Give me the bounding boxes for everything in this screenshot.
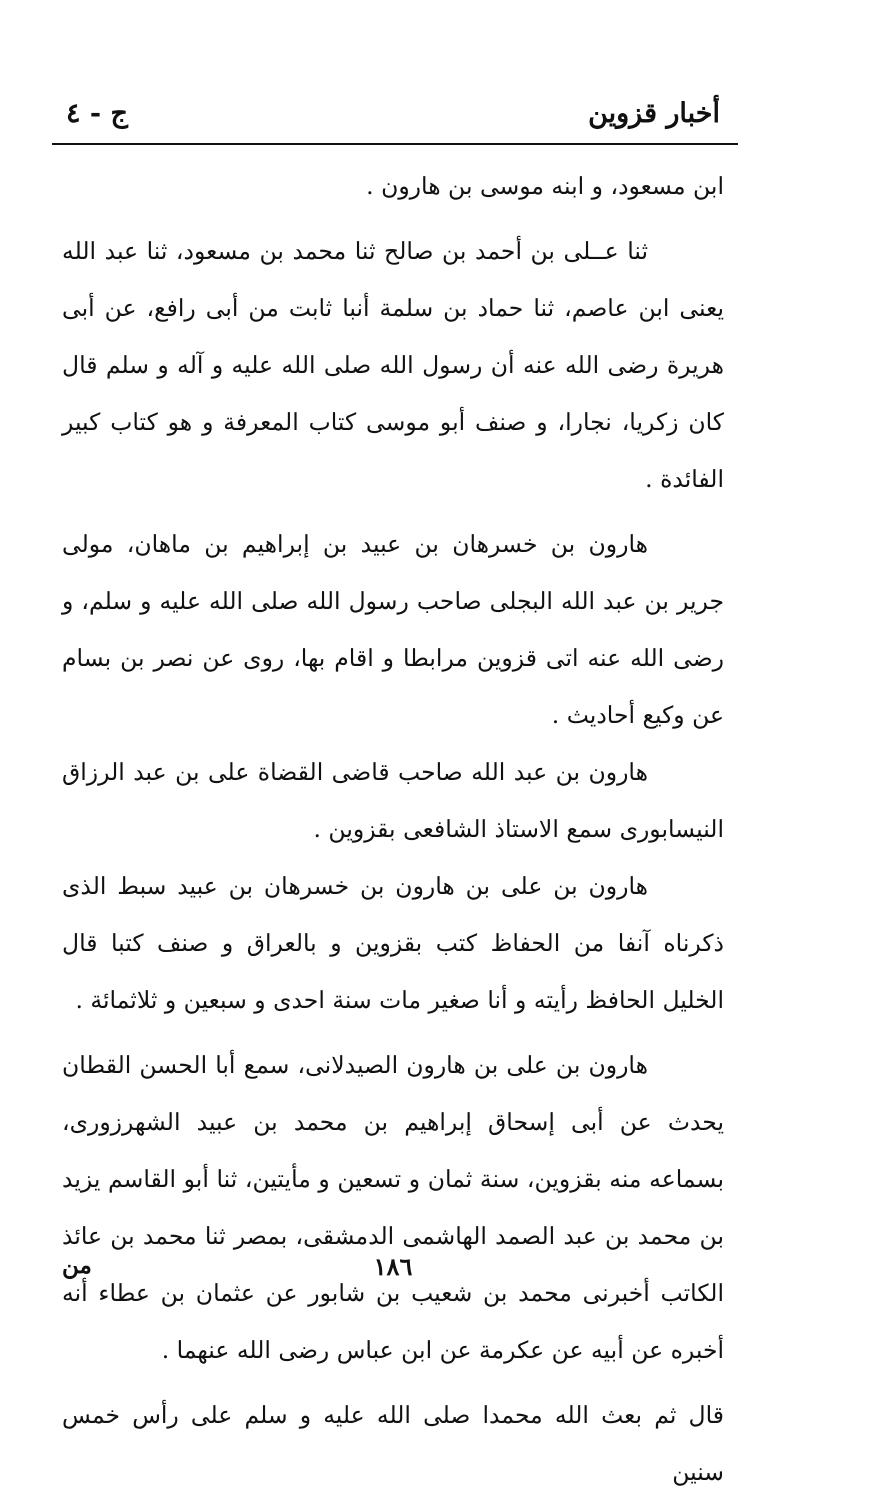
paragraph: قال ثم بعث الله محمدا صلى الله عليه و سلم على رأس خمس سنين	[62, 1401, 724, 1486]
page-body	[62, 158, 724, 1501]
paragraph: هارون بن خسرهان بن عبيد بن إبراهيم بن ماهان، مولى جرير بن عبد الله البجلى صاحب رسول الله صلى الله عليه و سلم، و رضى الله عنه اتى قزوين مرابطا و اقام بها، روى عن نصر بن بسام عن وكيع أحاديث .	[62, 530, 724, 729]
paragraph: هارون بن عبد الله صاحب قاضى القضاة على بن عبد الرزاق النيسابورى سمع الاستاذ الشافعى بقزوين .	[62, 758, 724, 843]
running-title: أخبار قزوين	[588, 98, 720, 129]
page-number: ١٨٦	[373, 1252, 413, 1281]
page-footer	[62, 1252, 724, 1292]
volume-label: ج - ٤	[66, 98, 128, 129]
paragraph: هارون بن على بن هارون الصيدلانى، سمع أبا الحسن القطان يحدث عن أبى إسحاق إبراهيم بن محمد بن عبيد الشهرزورى، بسماعه منه بقزوين، سنة ثمان و تسعين و مأيتين، ثنا أبو القاسم يزيد بن محمد بن عبد الصمد الهاشمى الدمشقى، بمصر ثنا محمد بن عائذ الكاتب أخبرنى محمد بن شعيب بن شابور عن عثمان بن عطاء أنه أخبره عن أبيه عن عكرمة عن ابن عباس رضى الله عنهما .	[62, 1051, 724, 1364]
running-header	[52, 96, 720, 142]
paragraph: ثنا عــلى بن أحمد بن صالح ثنا محمد بن مسعود، ثنا عبد الله يعنى ابن عاصم، ثنا حماد بن سلمة أنبا ثابت من أبى رافع، عن أبى هريرة رضى الله عنه أن رسول الله صلى الله عليه و آله و سلم قال كان زكريا، نجارا، و صنف أبو موسى كتاب المعرفة و هو كتاب كبير الفائدة .	[62, 237, 724, 493]
catchword: من	[62, 1252, 92, 1279]
header-rule	[52, 143, 738, 145]
paragraph: ابن مسعود، و ابنه موسى بن هارون .	[366, 172, 724, 200]
paragraph: هارون بن على بن هارون بن خسرهان بن عبيد سبط الذى ذكرناه آنفا من الحفاظ كتب بقزوين و بالعراق و صنف كتبا قال الخليل الحافظ رأيته و أنا صغير مات سنة احدى و سبعين و ثلاثمائة .	[62, 872, 724, 1014]
